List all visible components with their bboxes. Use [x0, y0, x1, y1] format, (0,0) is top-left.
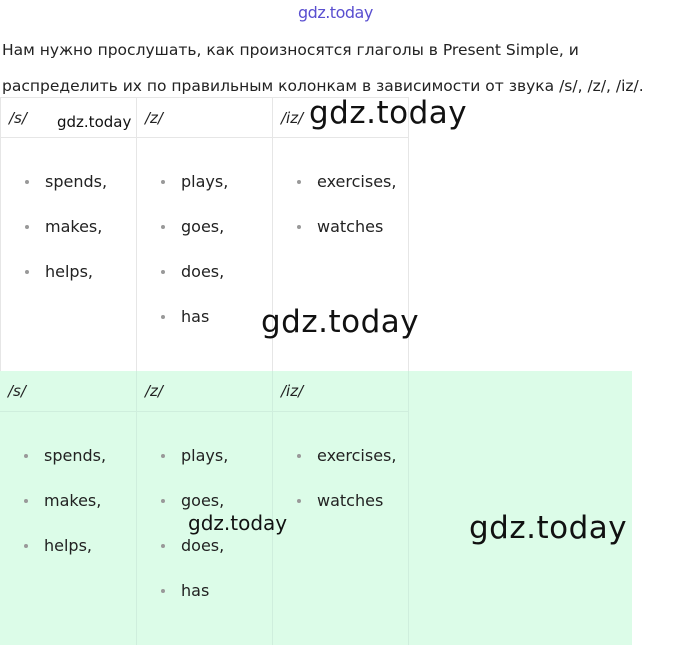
list-item: has [161, 581, 228, 626]
word-list [297, 446, 396, 536]
watermark: gdz.today [188, 511, 288, 535]
table2-column-iz [273, 412, 409, 645]
watermark-top: gdz.today [298, 3, 373, 22]
table-2 [0, 371, 632, 645]
table2-header-z [137, 371, 273, 412]
header-label: /s/ [8, 382, 26, 400]
watermark: gdz.today [469, 510, 628, 546]
list-item: has [161, 307, 228, 352]
table1-header-z [137, 97, 273, 138]
list-item: goes, [161, 491, 228, 536]
header-label: /iz/ [281, 382, 304, 400]
list-item: goes, [161, 217, 228, 262]
list-item: plays, [161, 172, 228, 217]
word-list [161, 446, 228, 626]
list-item: does, [161, 262, 228, 307]
word-list [161, 172, 228, 352]
list-item: plays, [161, 446, 228, 491]
word-list [297, 172, 396, 262]
header-label: /z/ [145, 382, 163, 400]
table1-column-s [0, 138, 137, 371]
watermark: gdz.today [309, 95, 468, 131]
watermark: gdz.today [57, 113, 132, 131]
watermark: gdz.today [261, 304, 420, 340]
intro-line-2: распределить их по правильным колонкам в зависимости от звука /s/, /z/, /iz/. [2, 77, 644, 95]
list-item: makes, [24, 491, 106, 536]
header-label: /iz/ [281, 109, 304, 127]
list-item: does, [161, 536, 228, 581]
list-item: helps, [24, 536, 106, 581]
table2-header-iz [273, 371, 409, 412]
list-item: watches [297, 491, 396, 536]
list-item: helps, [25, 262, 107, 307]
header-label: /s/ [9, 109, 27, 127]
list-item: exercises, [297, 172, 396, 217]
intro-line-1: Нам нужно прослушать, как произносятся глаголы в Present Simple, и [2, 41, 579, 59]
table2-column-s [0, 412, 137, 645]
intro-text [2, 32, 678, 104]
header-label: /z/ [145, 109, 163, 127]
list-item: exercises, [297, 446, 396, 491]
list-item: makes, [25, 217, 107, 262]
word-list [24, 446, 106, 581]
list-item: watches [297, 217, 396, 262]
table1-column-z [137, 138, 273, 371]
list-item: spends, [25, 172, 107, 217]
word-list [25, 172, 107, 307]
table2-header-s [0, 371, 137, 412]
list-item: spends, [24, 446, 106, 491]
